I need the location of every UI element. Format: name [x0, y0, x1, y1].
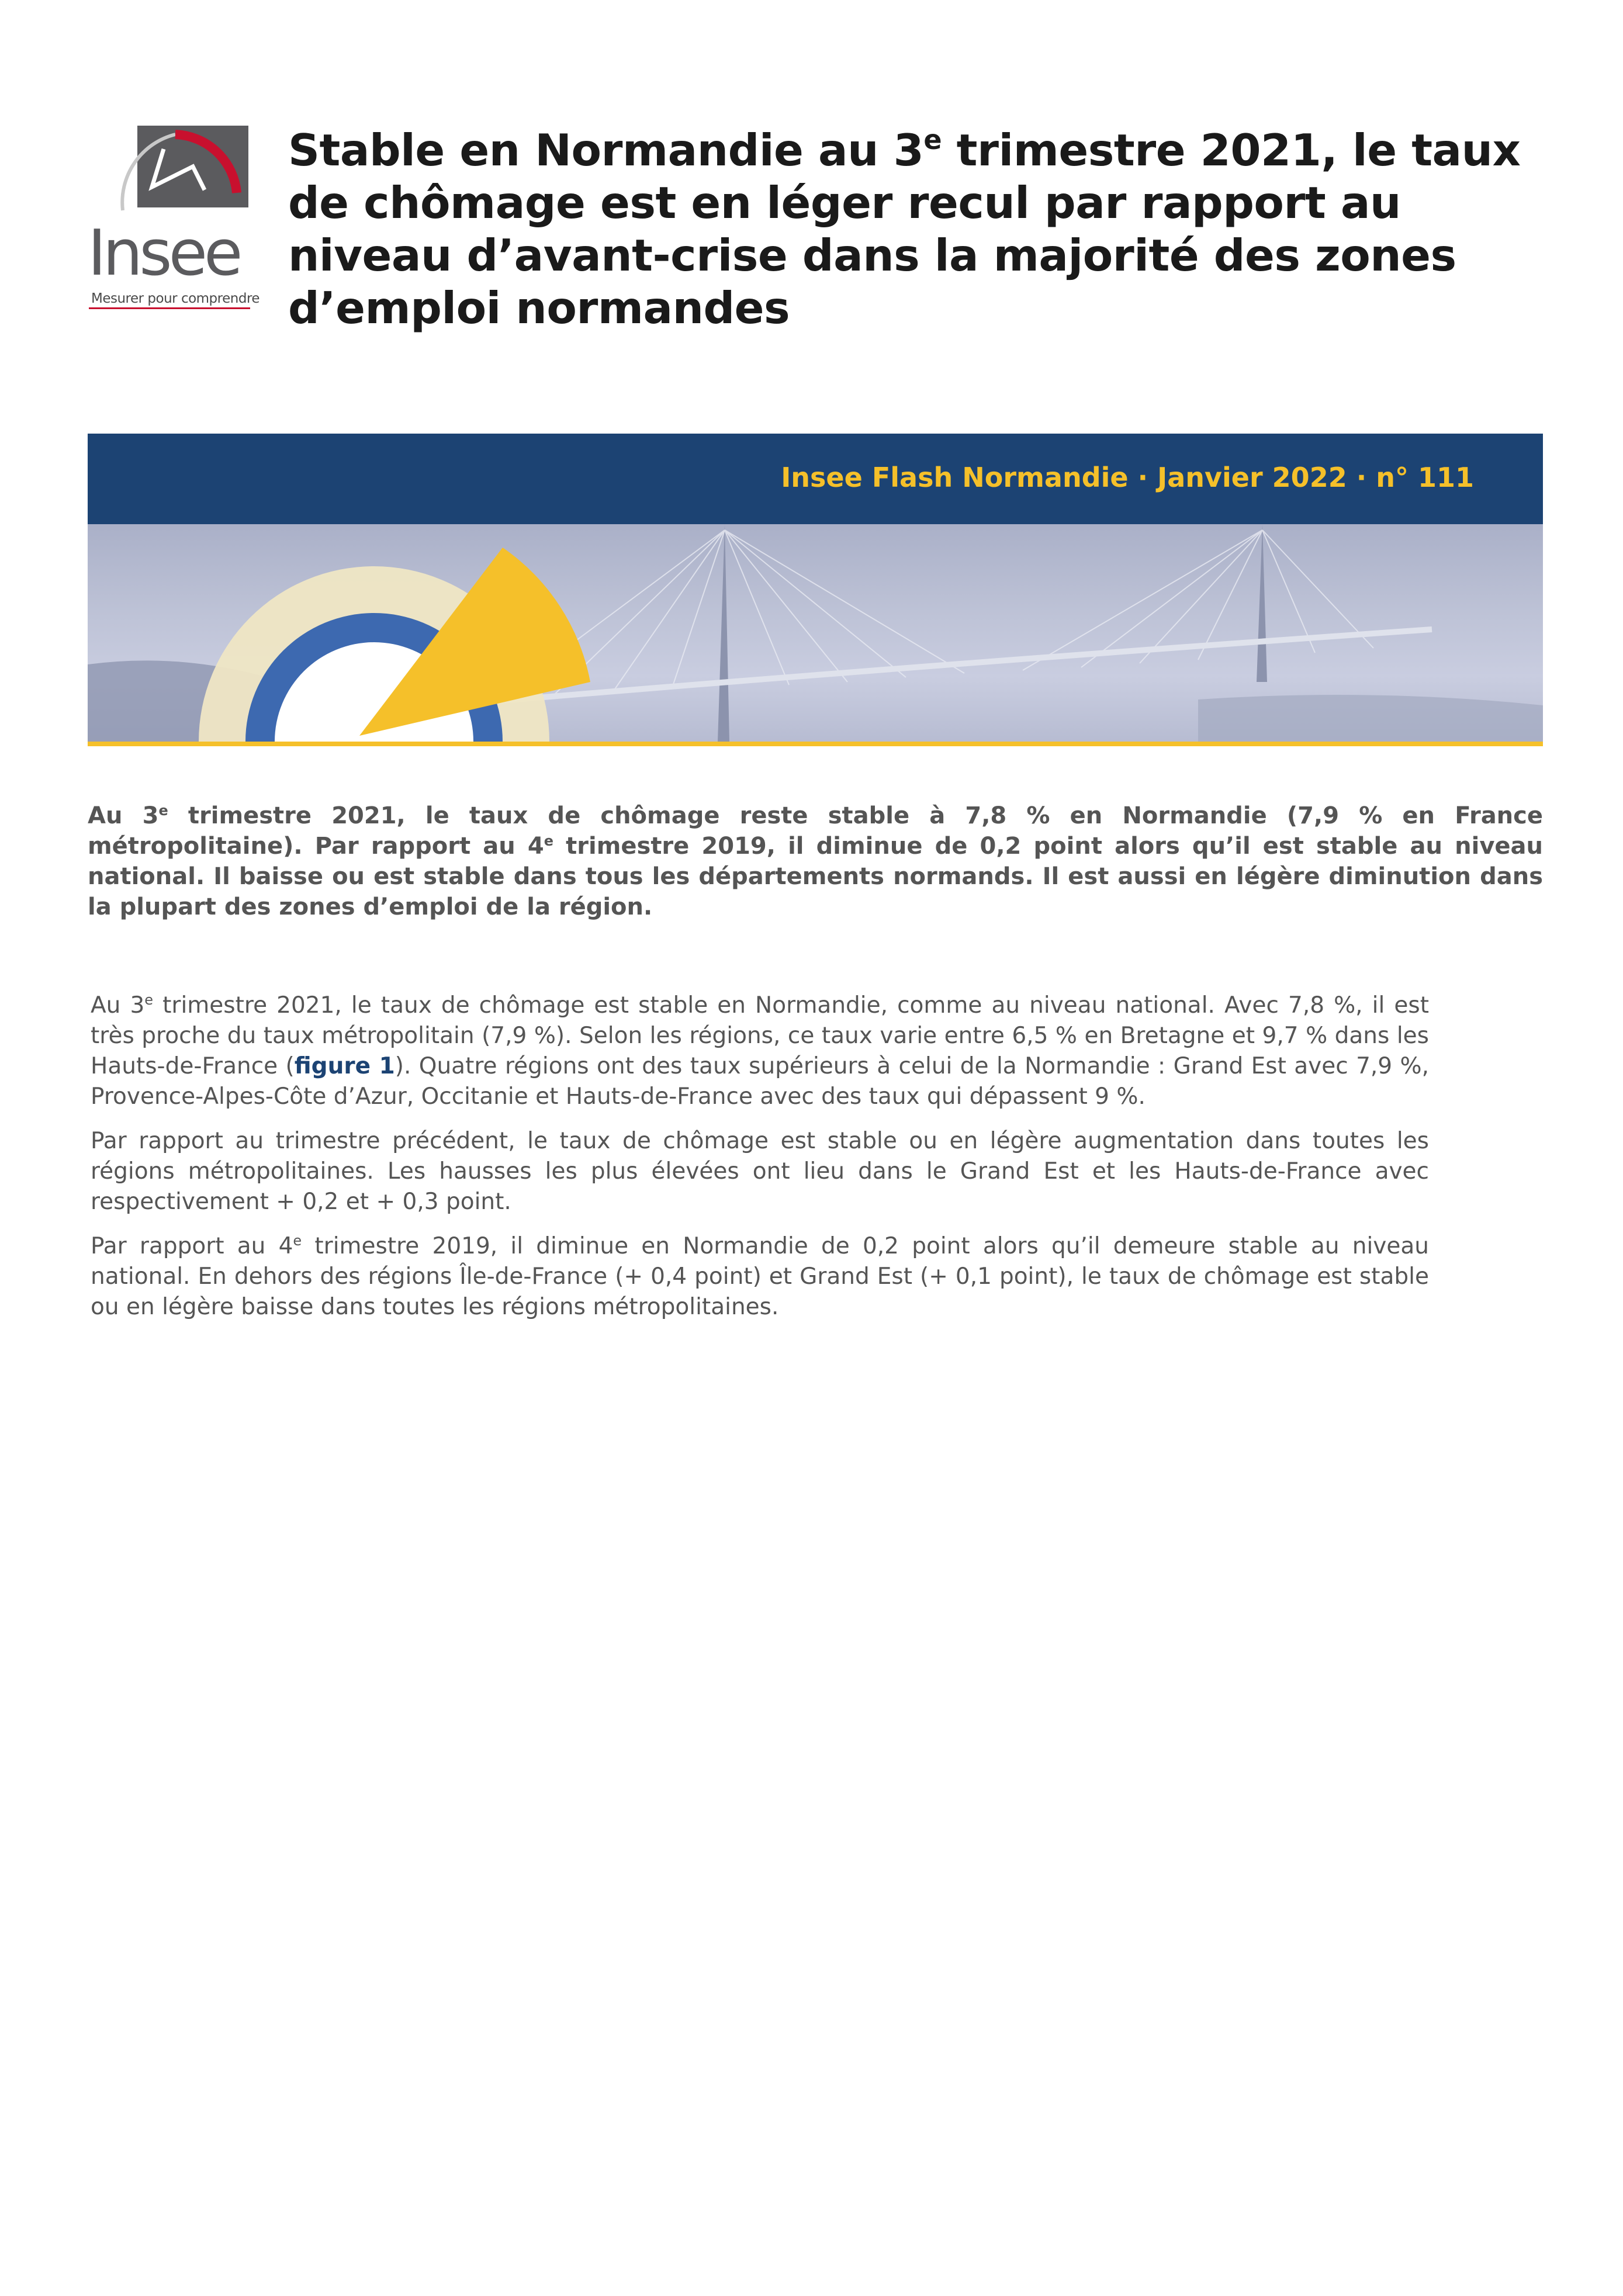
body-paragraph-3: Par rapport au 4e trimestre 2019, il diminue en Normandie de 0,2 point alors qu’il demeure stable au niveau national. En dehors des régions Île-de-France (+ 0,4 point) et Grand Est (+ 0,1 point), le taux de chômage est stable ou en légère baisse dans toutes les régions métropolitaines. [91, 1232, 1429, 1320]
publication-label: Insee Flash Normandie · Janvier 2022 · n° 111 [781, 462, 1474, 493]
publication-banner [88, 434, 1543, 524]
insee-logo [88, 123, 260, 310]
logo-underline [89, 307, 250, 309]
figure-1-link[interactable]: figure 1 [294, 1053, 395, 1079]
bridge-illustration-icon [88, 524, 1543, 742]
lead-summary: Au 3e trimestre 2021, le taux de chômage reste stable à 7,8 % en Normandie (7,9 % en France métropolitaine). Par rapport au 4e trimestre 2019, il diminue de 0,2 point alors qu’il est stable au niveau national. Il baisse ou est stable dans tous les départements normands. Il est aussi en légère diminution dans la plupart des zones d’emploi de la région. [88, 802, 1544, 920]
insee-logo-mark-icon [88, 123, 251, 222]
header-photo-bridge [88, 524, 1543, 742]
body-paragraph-2: Par rapport au trimestre précédent, le taux de chômage est stable ou en légère augmentation dans toutes les régions métropolitaines. Les hausses les plus élevées ont lieu dans le Grand Est et les Hauts-de-France avec respectivement + 0,2 et + 0,3 point. [91, 1128, 1429, 1215]
insee-logo-tagline: Mesurer pour comprendre [91, 291, 260, 306]
insee-logo-word: Insee [88, 217, 240, 290]
article-body [91, 991, 1429, 1336]
header-accent-bar [88, 742, 1543, 746]
page-title: Stable en Normandie au 3e trimestre 2021, le taux de chômage est en léger recul par rapport au niveau d’avant-crise dans la majorité des zones d’emploi normandes [288, 124, 1521, 334]
body-paragraph-1: Au 3e trimestre 2021, le taux de chômage est stable en Normandie, comme au niveau national. Avec 7,8 %, il est très proche du taux métropolitain (7,9 %). Selon les régions, ce taux varie entre 6,5 % en Bretagne et 9,7 % dans les Hauts-de-France (figure 1). Quatre régions ont des taux supérieurs à celui de la Normandie : Grand Est avec 7,9 %, Provence-Alpes-Côte d’Azur, Occitanie et Hauts-de-France avec des taux qui dépassent 9 %. [91, 992, 1429, 1110]
